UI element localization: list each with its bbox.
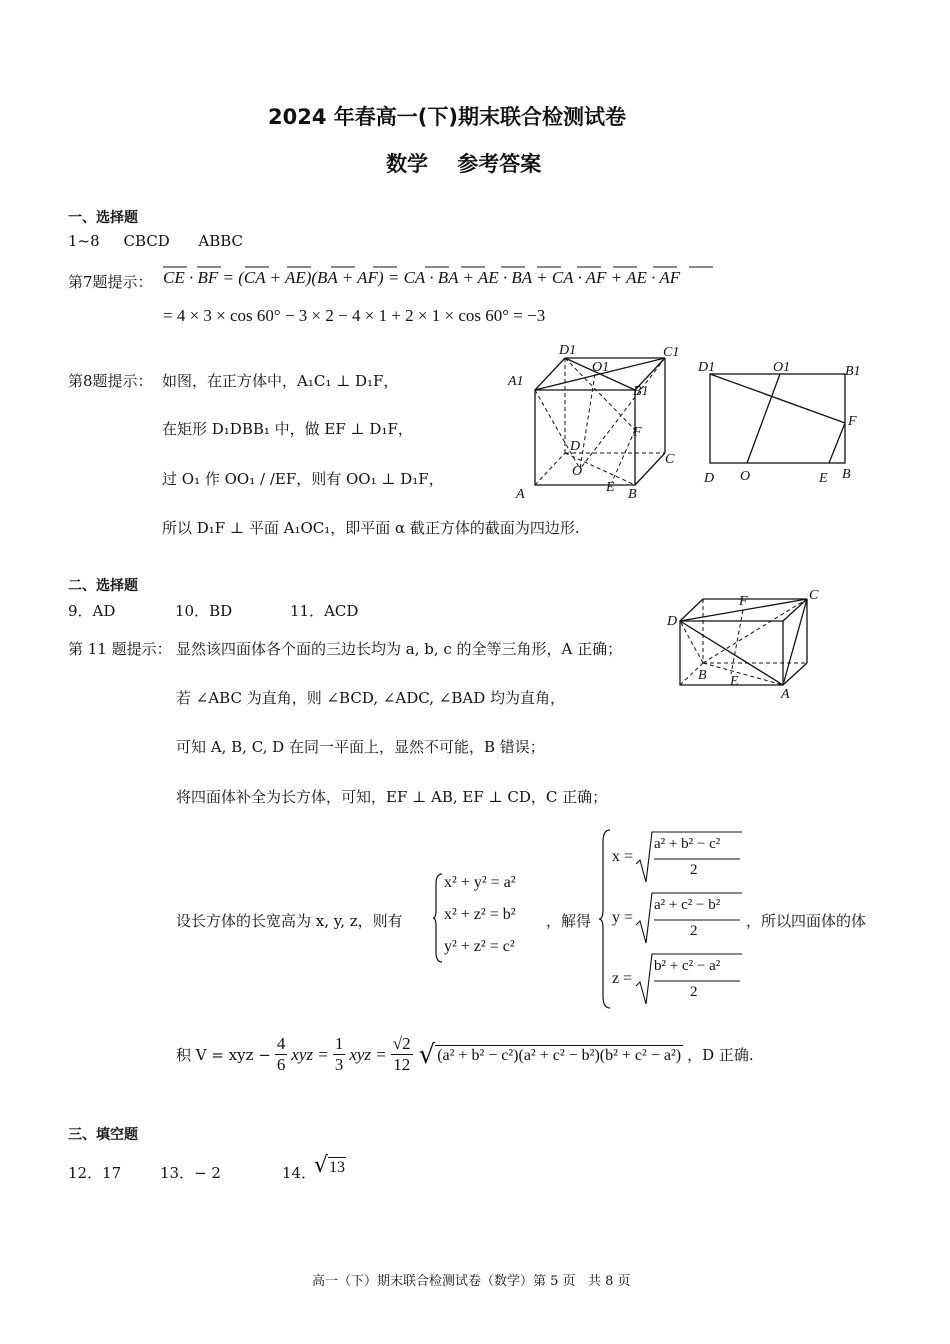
q8-line1: 如图，在正方体中，A₁C₁ ⊥ D₁F， bbox=[162, 372, 399, 390]
volume-mid1: xyz = bbox=[291, 1044, 329, 1064]
cuboid-label-B: B bbox=[698, 668, 707, 683]
q11-volume-line bbox=[176, 1034, 754, 1075]
answer-9: 9．AD bbox=[68, 602, 116, 620]
fraction-sqrt2-12-num: √2 bbox=[392, 1034, 411, 1053]
cube-label-B1: B1 bbox=[633, 384, 649, 399]
cuboid-figure bbox=[665, 585, 825, 705]
q7-vector-arrows bbox=[163, 262, 723, 270]
sys1-eq2: x² + z² = b² bbox=[444, 906, 516, 923]
sys2-z-var: z = bbox=[612, 970, 633, 987]
cube-label-D: D bbox=[570, 439, 581, 454]
rect-label-D1: D1 bbox=[698, 360, 716, 375]
left-brace-2 bbox=[598, 828, 612, 1010]
page-subtitle: 数学 参考答案 bbox=[386, 152, 542, 176]
fraction-1-3-den: 3 bbox=[334, 1055, 344, 1074]
cube-label-F: F bbox=[633, 425, 642, 440]
sys2-x-den: 2 bbox=[690, 862, 698, 878]
rect-label-D: D bbox=[704, 471, 715, 486]
sys1-eq3: y² + z² = c² bbox=[444, 938, 515, 955]
section-heading-2: 二、选择题 bbox=[68, 578, 138, 594]
fraction-4-6-den: 6 bbox=[276, 1055, 286, 1074]
q7-label: 第7题提示： bbox=[68, 273, 153, 291]
q8-line4: 所以 D₁F ⊥ 平面 A₁OC₁，即平面 α 截正方体的截面为四边形. bbox=[162, 519, 580, 537]
q11-line3: 可知 A, B, C, D 在同一平面上，显然不可能，B 错误； bbox=[176, 738, 545, 756]
q7-formula-line2: = 4 × 3 × cos 60° − 3 × 2 − 4 × 1 + 2 × 1 × cos 60° = −3 bbox=[163, 306, 546, 325]
cube-label-C: C bbox=[665, 452, 675, 467]
answer-14-radicand: 13 bbox=[329, 1159, 346, 1176]
cube-label-B: B bbox=[628, 487, 637, 502]
section-heading-3: 三、填空题 bbox=[68, 1127, 138, 1143]
rect-label-O: O bbox=[740, 469, 751, 484]
sys2-z-den: 2 bbox=[690, 984, 698, 1000]
answer-14-label: 14． bbox=[282, 1164, 317, 1182]
radical-sign: √ bbox=[418, 1039, 436, 1070]
sys2-x-var: x = bbox=[612, 848, 634, 865]
cuboid-label-C: C bbox=[809, 588, 819, 603]
cube-figure bbox=[500, 340, 690, 505]
volume-radicand: (a² + b² − c²)(a² + c² − b²)(b² + c² − a²) bbox=[437, 1046, 682, 1064]
cuboid-label-E: E bbox=[730, 674, 739, 689]
cube-label-O1: O1 bbox=[592, 360, 610, 375]
cuboid-label-A: A bbox=[781, 687, 790, 702]
rect-label-F: F bbox=[848, 414, 857, 429]
rect-label-O1: O1 bbox=[773, 360, 791, 375]
q11-line4: 将四面体补全为长方体，可知，EF ⊥ AB, EF ⊥ CD，C 正确； bbox=[176, 788, 608, 806]
rect-label-E: E bbox=[819, 471, 828, 486]
cuboid-label-D: D bbox=[667, 614, 678, 629]
answer-10: 10．BD bbox=[175, 602, 233, 620]
q11-line2: 若 ∠ABC 为直角，则 ∠BCD, ∠ADC, ∠BAD 均为直角， bbox=[176, 689, 565, 707]
q8-label: 第8题提示： bbox=[68, 372, 153, 390]
q11-line5-pre: 设长方体的长宽高为 x, y, z，则有 bbox=[176, 912, 403, 930]
q11-line5-post: ，所以四面体的体 bbox=[746, 912, 867, 930]
sys2-z-num: b² + c² − a² bbox=[654, 958, 721, 974]
page-title: 2024 年春高一(下)期末联合检测试卷 bbox=[268, 105, 626, 129]
rect-label-B: B bbox=[842, 467, 851, 482]
fraction-1-3-num: 1 bbox=[334, 1034, 344, 1053]
sys2-y-num: a² + c² − b² bbox=[654, 897, 721, 913]
q7-formula-line1: CE · BF = (CA + AE)(BA + AF) = CA · BA + AE · BA + CA · AF + AE · AF bbox=[163, 268, 681, 287]
cube-label-E: E bbox=[606, 480, 615, 495]
sys1-eq1: x² + y² = a² bbox=[444, 874, 516, 891]
cube-label-A1: A1 bbox=[508, 374, 524, 389]
sys2-x-num: a² + b² − c² bbox=[654, 836, 721, 852]
sys2-y-var: y = bbox=[612, 909, 634, 926]
q8-line2: 在矩形 D₁DBB₁ 中，做 EF ⊥ D₁F， bbox=[162, 420, 413, 438]
cube-label-D1: D1 bbox=[559, 343, 577, 358]
volume-mid2: xyz = bbox=[349, 1044, 387, 1064]
answer-12: 12．17 bbox=[68, 1164, 122, 1182]
q8-line3: 过 O₁ 作 OO₁ / /EF，则有 OO₁ ⊥ D₁F， bbox=[162, 470, 444, 488]
q11-label: 第 11 题提示： bbox=[68, 640, 172, 658]
cuboid-label-F: F bbox=[739, 594, 748, 609]
fraction-4-6 bbox=[275, 1034, 288, 1075]
fraction-1-3 bbox=[333, 1034, 346, 1075]
volume-pre: 积 V = xyz − bbox=[176, 1046, 271, 1064]
fraction-sqrt2-12 bbox=[391, 1034, 413, 1075]
cube-label-A: A bbox=[516, 487, 525, 502]
cube-label-C1: C1 bbox=[663, 345, 680, 360]
answer-14-value bbox=[314, 1155, 346, 1177]
answers-1-8: 1~8 CBCD ABBC bbox=[68, 232, 244, 250]
fraction-4-6-num: 4 bbox=[276, 1034, 286, 1053]
q11-line5-mid: ，解得 bbox=[546, 912, 592, 930]
rectangle-figure bbox=[695, 355, 870, 490]
answer-11: 11．ACD bbox=[290, 602, 359, 620]
fraction-sqrt2-12-den: 12 bbox=[393, 1055, 411, 1074]
volume-post: ，D 正确. bbox=[687, 1046, 754, 1064]
left-brace-1 bbox=[432, 872, 444, 964]
answer-13: 13．− 2 bbox=[160, 1164, 221, 1182]
q11-line1: 显然该四面体各个面的三边长均为 a, b, c 的全等三角形，A 正确； bbox=[176, 640, 623, 658]
page-footer: 高一（下）期末联合检测试卷（数学）第 5 页 共 8 页 bbox=[312, 1274, 631, 1289]
sys2-y-den: 2 bbox=[690, 923, 698, 939]
rect-label-B1: B1 bbox=[845, 364, 861, 379]
section-heading-1: 一、选择题 bbox=[68, 210, 138, 226]
cube-label-O: O bbox=[572, 464, 583, 479]
sqrt-sign: √ bbox=[314, 1153, 329, 1178]
